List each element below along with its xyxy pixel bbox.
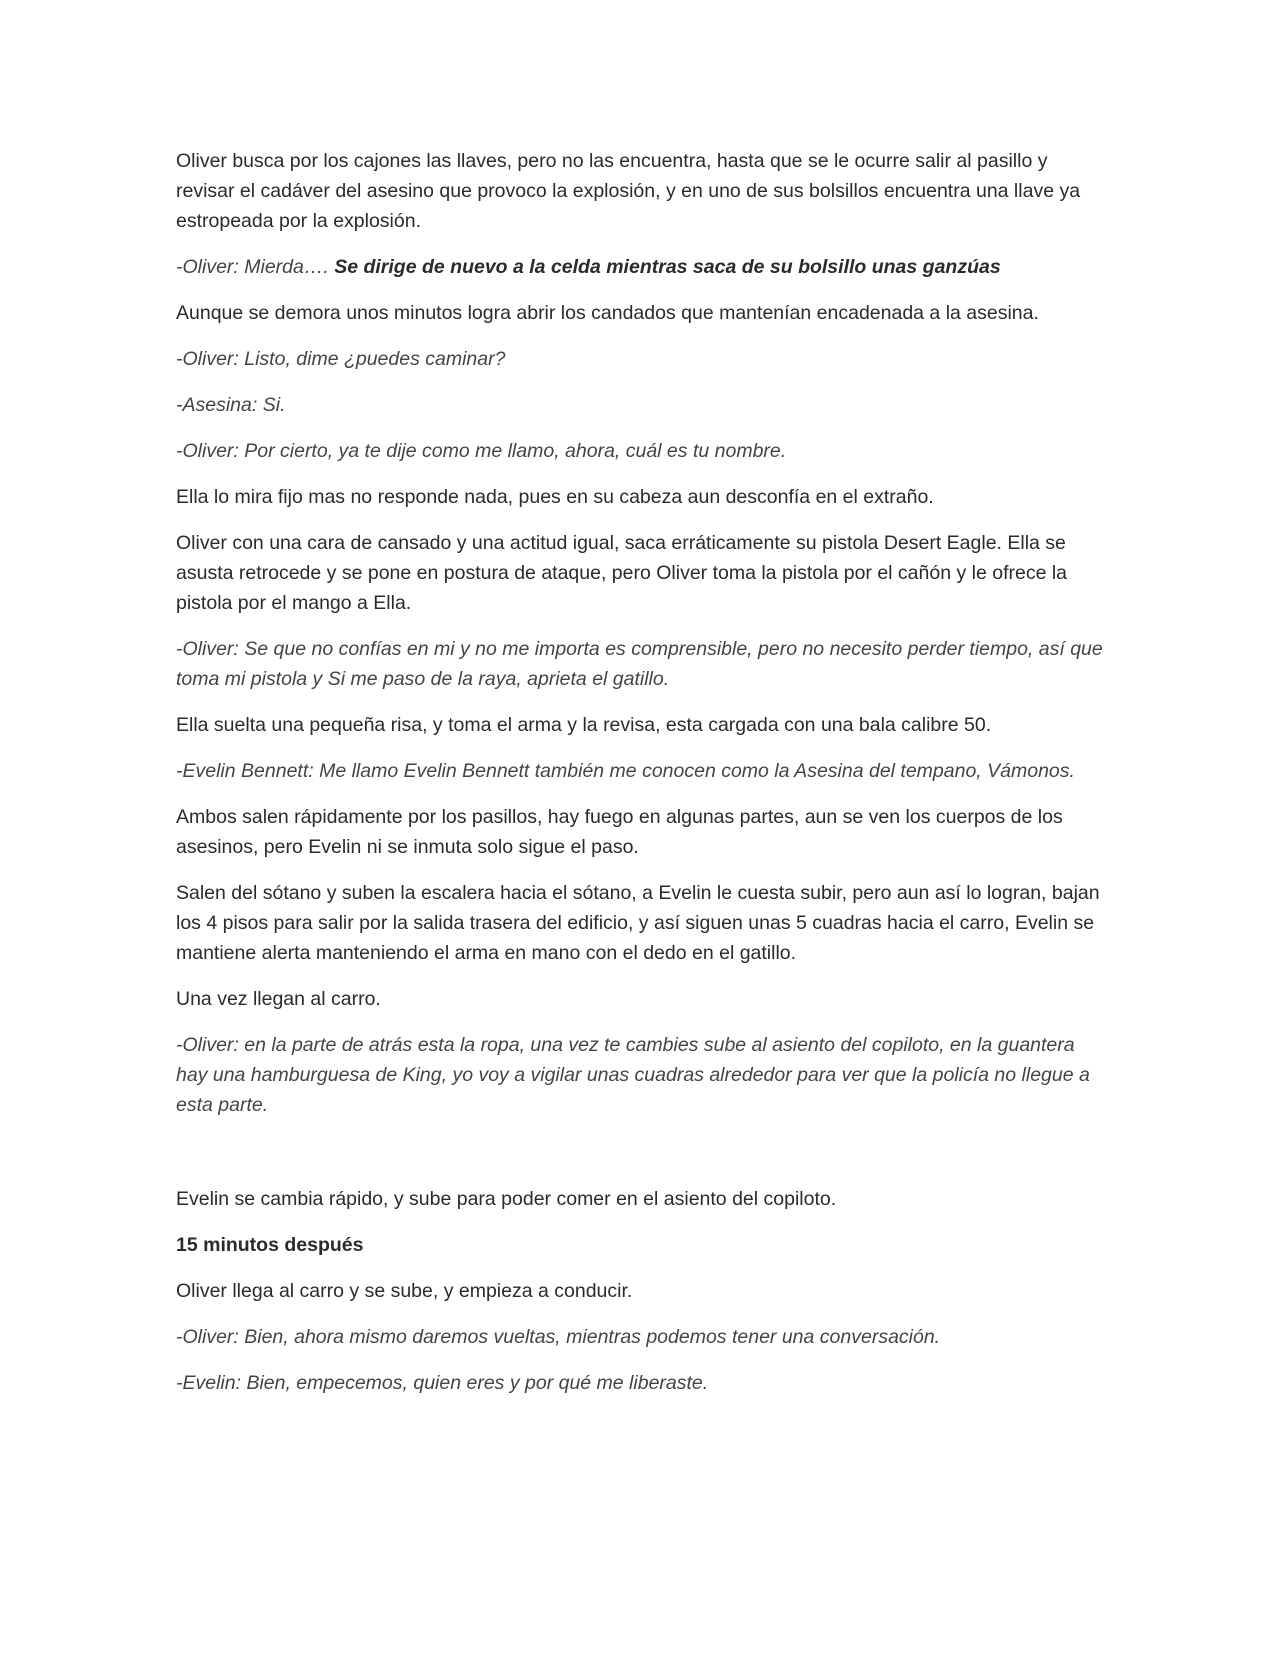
document-body bbox=[176, 146, 1106, 1414]
dialogue-line: -Oliver: Listo, dime ¿puedes caminar? bbox=[176, 348, 506, 370]
narrative-paragraph: Aunque se demora unos minutos logra abrir los candados que mantenían encadenada a la asesina. bbox=[176, 302, 1039, 324]
narrative-paragraph: Evelin se cambia rápido, y sube para poder comer en el asiento del copiloto. bbox=[176, 1188, 837, 1210]
action-text: Se dirige de nuevo a la celda mientras saca de su bolsillo unas ganzúas bbox=[334, 256, 1001, 278]
narrative-paragraph: Oliver llega al carro y se sube, y empieza a conducir. bbox=[176, 1280, 633, 1302]
dialogue-line: -Oliver: Por cierto, ya te dije como me llamo, ahora, cuál es tu nombre. bbox=[176, 440, 787, 462]
dialogue-line bbox=[176, 252, 1106, 282]
dialogue-line: -Oliver: Bien, ahora mismo daremos vueltas, mientras podemos tener una conversación. bbox=[176, 1326, 941, 1348]
dialogue-line: -Evelin Bennett: Me llamo Evelin Bennett también me conocen como la Asesina del tempano, Vámonos. bbox=[176, 760, 1075, 782]
scene-heading: 15 minutos después bbox=[176, 1234, 364, 1256]
narrative-paragraph: Ella lo mira fijo mas no responde nada, pues en su cabeza aun desconfía en el extraño. bbox=[176, 486, 934, 508]
narrative-paragraph: Ella suelta una pequeña risa, y toma el arma y la revisa, esta cargada con una bala calibre 50. bbox=[176, 714, 992, 736]
narrative-paragraph: Una vez llegan al carro. bbox=[176, 988, 381, 1010]
dialogue-line: -Asesina: Si. bbox=[176, 394, 286, 416]
narrative-paragraph: Ambos salen rápidamente por los pasillos, hay fuego en algunas partes, aun se ven los cuerpos de los asesinos, pero Evelin ni se inmuta solo sigue el paso. bbox=[176, 806, 1063, 858]
dialogue-text: -Oliver: Mierda…. bbox=[176, 256, 329, 278]
narrative-paragraph: Oliver busca por los cajones las llaves, pero no las encuentra, hasta que se le ocurre salir al pasillo y revisar el cadáver del asesino que provoco la explosión, y en uno de sus bolsillos encuentra una llave ya estropeada por la explosión. bbox=[176, 150, 1081, 232]
dialogue-line: -Oliver: en la parte de atrás esta la ropa, una vez te cambies sube al asiento del copiloto, en la guantera hay una hamburguesa de King, yo voy a vigilar unas cuadras alrededor para ver que la policía no llegue a esta parte. bbox=[176, 1034, 1090, 1116]
dialogue-line: -Evelin: Bien, empecemos, quien eres y por qué me liberaste. bbox=[176, 1372, 709, 1394]
dialogue-line: -Oliver: Se que no confías en mi y no me importa es comprensible, pero no necesito perder tiempo, así que toma mi pistola y Si me paso de la raya, aprieta el gatillo. bbox=[176, 638, 1103, 690]
blank-space bbox=[176, 1136, 1106, 1184]
narrative-paragraph: Salen del sótano y suben la escalera hacia el sótano, a Evelin le cuesta subir, pero aun así lo logran, bajan los 4 pisos para salir por la salida trasera del edificio, y así siguen unas 5 cuadras hacia el carro, Evelin se mantiene alerta manteniendo el arma en mano con el dedo en el gatillo. bbox=[176, 882, 1100, 964]
narrative-paragraph: Oliver con una cara de cansado y una actitud igual, saca erráticamente su pistola Desert Eagle. Ella se asusta retrocede y se pone en postura de ataque, pero Oliver toma la pistola por el cañón y le ofrece la pistola por el mango a Ella. bbox=[176, 532, 1068, 614]
